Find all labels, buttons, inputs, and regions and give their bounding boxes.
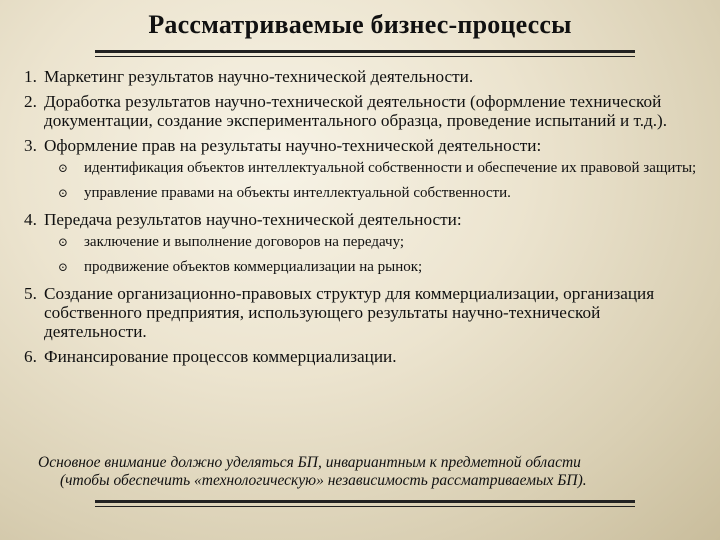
item-number: 4. — [24, 210, 37, 229]
list-item-2 — [24, 92, 700, 130]
item-text: Передача результатов научно-технической деятельности: — [44, 210, 462, 229]
sub-item — [24, 161, 700, 177]
sub-item-text: идентификация объектов интеллектуальной собственности и обеспечение их правовой защиты; — [84, 160, 697, 176]
item-text: Финансирование процессов коммерциализации. — [44, 347, 397, 366]
slide-title: Рассматриваемые бизнес-процессы — [148, 10, 572, 39]
footnote-line-2: (чтобы обеспечить «технологическую» независимость рассматриваемых БП). — [60, 472, 587, 489]
bottom-divider — [95, 500, 635, 507]
title-divider — [95, 50, 635, 57]
item-text: Создание организационно-правовых структур для коммерциализации, организация собственного предприятия, использующего результаты научно-технической деятельности. — [44, 284, 655, 341]
item-number: 1. — [24, 67, 37, 86]
sub-item-text: заключение и выполнение договоров на передачу; — [84, 234, 405, 250]
item-text: Маркетинг результатов научно-технической деятельности. — [44, 67, 474, 86]
list-item-5 — [24, 284, 700, 341]
item-number: 5. — [24, 284, 37, 303]
sub-list-3 — [24, 161, 700, 201]
list-item-1 — [24, 67, 700, 86]
item-number: 6. — [24, 347, 37, 366]
sub-item — [24, 260, 700, 276]
sub-item — [24, 186, 700, 202]
circle-bullet-icon: ⊙ — [58, 185, 69, 200]
circle-bullet-icon: ⊙ — [58, 235, 69, 249]
sub-list-4 — [24, 235, 700, 275]
sub-item — [24, 235, 700, 251]
item-text: Доработка результатов научно-технической деятельности (оформление технической документации, создание экспериментального образца, проведение испытаний и т.д.). — [44, 92, 668, 130]
sub-item-text: управление правами на объекты интеллектуальной собственности. — [84, 184, 511, 201]
item-number: 2. — [24, 92, 37, 111]
list-item-6 — [24, 347, 700, 366]
circle-bullet-icon: ⊙ — [58, 161, 69, 175]
process-list — [24, 67, 700, 372]
footnote — [38, 454, 678, 490]
sub-item-text: продвижение объектов коммерциализации на рынок; — [84, 258, 423, 275]
list-item-3 — [24, 136, 700, 155]
item-number: 3. — [24, 136, 37, 155]
circle-bullet-icon: ⊙ — [58, 259, 69, 274]
list-item-4 — [24, 210, 700, 229]
item-text: Оформление прав на результаты научно-технической деятельности: — [44, 136, 542, 155]
footnote-line-1: Основное внимание должно уделяться БП, инвариантным к предметной области — [38, 454, 581, 471]
